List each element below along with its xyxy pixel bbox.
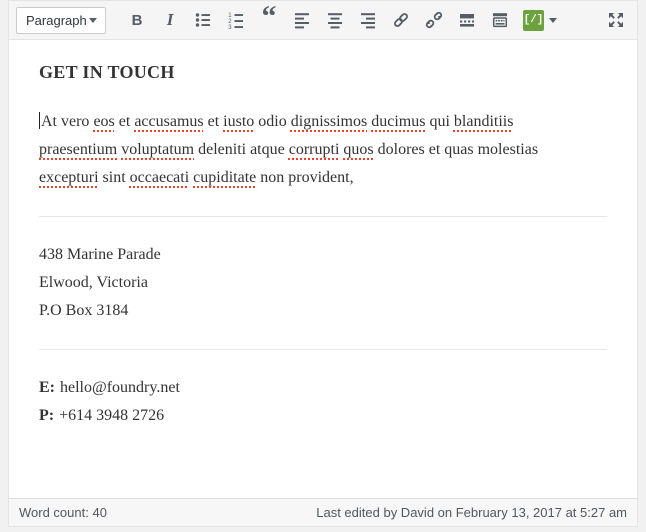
- blockquote-button[interactable]: [255, 0, 283, 33]
- misspelled-word: blanditiis: [453, 113, 514, 130]
- text-span: dolores et quas molestias: [373, 141, 539, 158]
- svg-text:2: 2: [228, 19, 232, 25]
- misspelled-word: dignissimos: [290, 113, 368, 130]
- paragraph-format-select[interactable]: [16, 7, 106, 34]
- shortcode-button[interactable]: [519, 7, 561, 33]
- text-span: deleniti atque: [194, 141, 289, 158]
- blockquote-icon: “: [261, 0, 277, 33]
- phone-line: [39, 402, 607, 430]
- misspelled-word: ducimus: [371, 113, 426, 130]
- email-label: E:: [39, 379, 55, 396]
- misspelled-word: quos: [343, 141, 374, 158]
- text-span: non provident,: [256, 169, 354, 186]
- fullscreen-button[interactable]: [602, 7, 630, 33]
- phone-value: +614 3948 2726: [59, 407, 165, 424]
- fullscreen-icon: [606, 10, 626, 30]
- bold-icon: B: [131, 11, 143, 29]
- text-span: sint: [98, 169, 130, 186]
- address-block: [39, 241, 607, 325]
- visual-editor: [8, 0, 638, 527]
- italic-button[interactable]: [156, 7, 184, 33]
- misspelled-word: cupiditate: [193, 169, 257, 186]
- address-line: Elwood, Victoria: [39, 274, 148, 291]
- email-line: [39, 374, 607, 402]
- align-right-button[interactable]: [354, 7, 382, 33]
- bold-button[interactable]: [123, 7, 151, 33]
- toolbar-toggle-button[interactable]: [486, 7, 514, 33]
- shortcode-dropdown-caret-icon: [549, 18, 557, 23]
- misspelled-word: praesentium: [39, 141, 118, 158]
- document-heading: GET IN TOUCH: [39, 62, 175, 82]
- editor-status-bar: [9, 498, 637, 526]
- misspelled-word: corrupti: [288, 141, 340, 158]
- misspelled-word: eos: [93, 113, 115, 130]
- word-count: Word count: 40: [19, 505, 107, 520]
- paragraph-line: [39, 164, 607, 192]
- text-cursor: [39, 112, 40, 129]
- text-span: et: [203, 113, 224, 130]
- body-paragraph: [39, 108, 607, 192]
- numbered-list-icon: [226, 10, 246, 30]
- unlink-icon: [424, 10, 444, 30]
- misspelled-word: occaecati: [129, 169, 190, 186]
- editor-content-area[interactable]: [9, 40, 637, 498]
- text-span: At vero: [41, 113, 94, 130]
- align-left-button[interactable]: [288, 7, 316, 33]
- bullet-list-icon: [193, 10, 213, 30]
- read-more-icon: [457, 10, 477, 30]
- phone-label: P:: [39, 407, 55, 424]
- numbered-list-button[interactable]: [222, 7, 250, 33]
- read-more-button[interactable]: [453, 7, 481, 33]
- insert-link-button[interactable]: [387, 7, 415, 33]
- horizontal-rule: [39, 216, 607, 217]
- format-select-value: Paragraph: [26, 12, 87, 28]
- paragraph-line: [39, 108, 607, 136]
- contact-block: [39, 374, 607, 430]
- align-center-button[interactable]: [321, 7, 349, 33]
- svg-text:1: 1: [228, 13, 232, 19]
- misspelled-word: accusamus: [134, 113, 204, 130]
- email-value: hello@foundry.net: [60, 379, 180, 396]
- address-line: 438 Marine Parade: [39, 246, 161, 263]
- misspelled-word: iusto: [223, 113, 255, 130]
- link-icon: [391, 10, 411, 30]
- dropdown-caret-icon: [89, 18, 97, 23]
- bullet-list-button[interactable]: [189, 7, 217, 33]
- align-right-icon: [358, 10, 378, 30]
- text-span: odio: [254, 113, 291, 130]
- misspelled-word: voluptatum: [121, 141, 195, 158]
- misspelled-word: excepturi: [39, 169, 99, 186]
- align-center-icon: [325, 10, 345, 30]
- horizontal-rule: [39, 349, 607, 350]
- align-left-icon: [292, 10, 312, 30]
- italic-icon: I: [166, 10, 174, 29]
- last-edited: Last edited by David on February 13, 2017 at 5:27 am: [316, 505, 627, 520]
- toolbar-toggle-icon: [490, 10, 510, 30]
- svg-text:3: 3: [228, 25, 232, 30]
- text-span: qui: [425, 113, 454, 130]
- address-line: P.O Box 3184: [39, 302, 129, 319]
- editor-toolbar: [9, 1, 637, 40]
- text-span: et: [114, 113, 135, 130]
- shortcode-icon: [/]: [523, 10, 544, 31]
- remove-link-button[interactable]: [420, 7, 448, 33]
- paragraph-line: [39, 136, 607, 164]
